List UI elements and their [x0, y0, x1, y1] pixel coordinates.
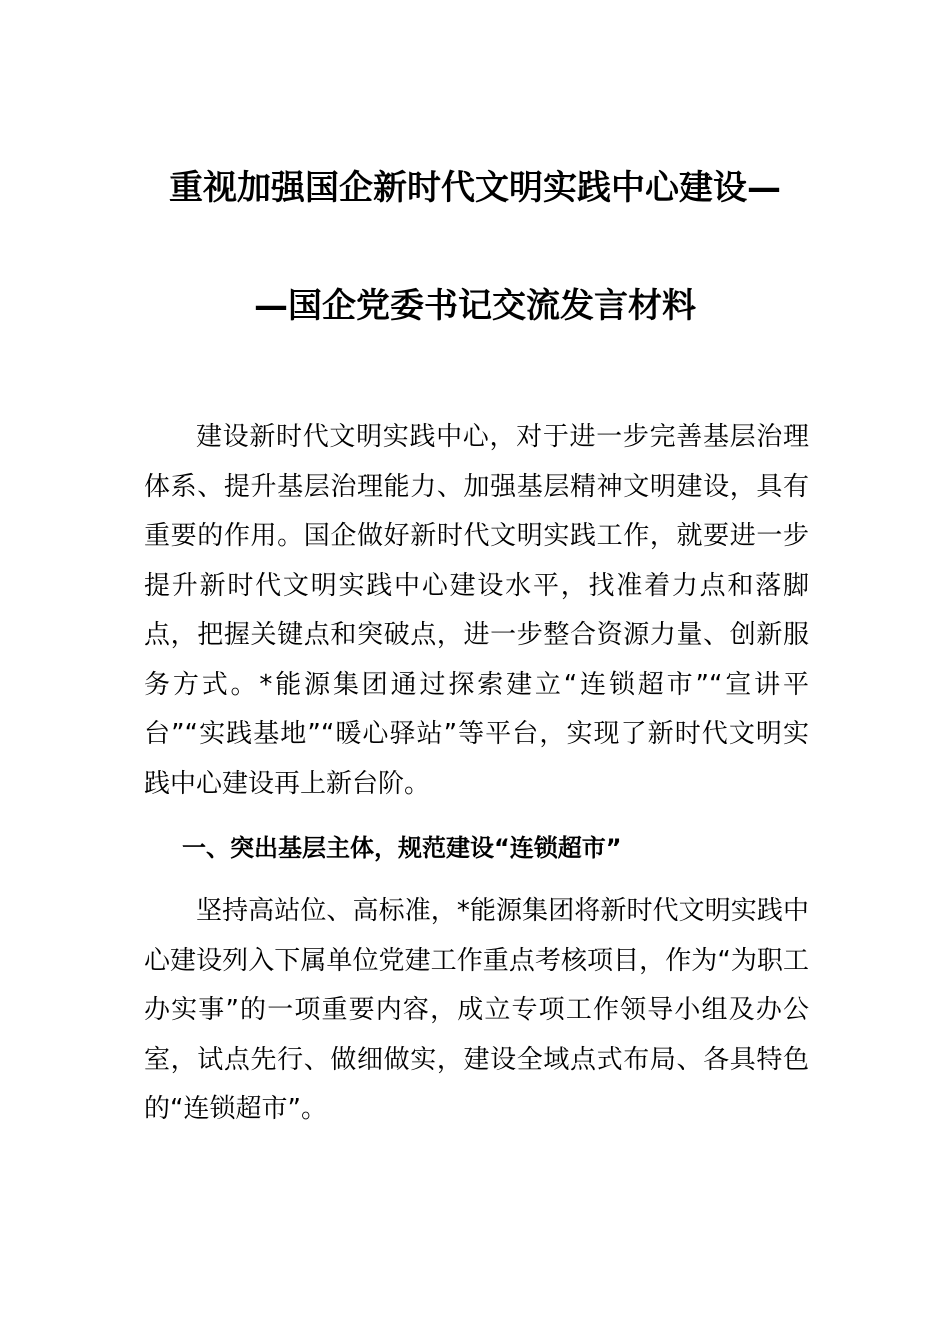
intro-paragraph: 建设新时代文明实践中心，对于进一步完善基层治理体系、提升基层治理能力、加强基层精神文明建设，具有重要的作用。国企做好新时代文明实践工作，就要进一步提升新时代文明实践中心建设水平，找准着力点和落脚点，把握关键点和突破点，进一步整合资源力量、创新服务方式。*能源集团通过探索建立“连锁超市”“宣讲平台”“实践基地”“暖心驿站”等平台，实现了新时代文明实践中心建设再上新台阶。 — [144, 422, 809, 799]
section-paragraph: 坚持高站位、高标准，*能源集团将新时代文明实践中心建设列入下属单位党建工作重点考核项目，作为“为职工办实事”的一项重要内容，成立专项工作领导小组及办公室，试点先行、做细做实，建设全域点式布局、各具特色的“连锁超市”。 — [144, 896, 809, 1124]
document-title-line-2: —国企党委书记交流发言材料 — [254, 286, 696, 326]
document-title-line-1: 重视加强国企新时代文明实践中心建设— — [169, 168, 781, 208]
section-heading: 一、突出基层主体，规范建设“连锁超市” — [182, 834, 622, 862]
